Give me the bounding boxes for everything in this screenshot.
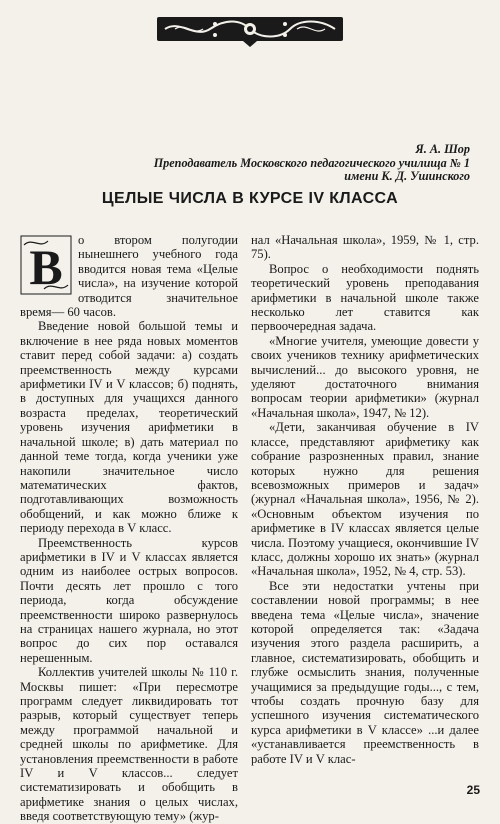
- dropcap-letter: В: [29, 239, 63, 295]
- right-column: [251, 233, 479, 766]
- paragraph: «Дети, заканчивая обучение в IV классе, представляют арифметику как собрание разрозненных правил, знание которых нужно для решения всевозможных примеров и задач» (журнал «Начальная школа», 1956, № 2). «Основным объектом изучения по арифметике в IV классах является целые числа. Поэтому учащиеся, окончившие IV класс, должны хорошо их знать» (журнал «Начальная школа», 1952, № 4, стр. 53).: [251, 420, 479, 579]
- author-affiliation: Преподаватель Московского педагогического училища № 1: [153, 155, 470, 170]
- paragraph-intro: [20, 233, 238, 319]
- paragraph: Коллектив учителей школы № 110 г. Москвы пишет: «При пересмотре программ следует ликвидировать тот разрыв, который существует теперь между программой начальной и средней школы по арифметике. Для установления преемственности в работе IV и V классов... следует систематизировать и обобщить в арифметике знания о целых числах, введя соответствующую тему» (жур-: [20, 665, 238, 824]
- paragraph: Вопрос о необходимости поднять теоретический уровень преподавания арифметики в начальной школе также несколько лет ставится как первоочередная задача.: [251, 261, 479, 334]
- article-title: ЦЕЛЫЕ ЧИСЛА В КУРСЕ IV КЛАССА: [101, 190, 399, 207]
- author-affiliation-institution: имени К. Д. Ушинского: [344, 169, 470, 183]
- page-number: 25: [466, 783, 480, 797]
- paragraph: Преемственность курсов арифметики в IV и V классах является одним из наиболее острых вопросов. Почти десять лет прошло с того периода, когда обсуждение преемственности широко развернулось на страницах нашего журнала, но этот вопрос до сих пор оставался нерешенным.: [20, 535, 238, 665]
- paragraph: Все эти недостатки учтены при составлении новой программы; в нее введена тема «Целые числа», значение которой определяется так: «Задача изучения этого раздела расширить, а главное, систематизировать, обобщить и глубже осмыслить знания, полученные учащимися за предыдущие годы..., с тем, чтобы создать прочную базу для успешного изучения систематического курса арифметики в V классе» ...и далее «устанавливается преемственность в работе IV и V клас-: [251, 578, 479, 766]
- paragraph: «Многие учителя, умеющие довести у своих учеников технику арифметических вычислений... до высокого уровня, не уделяют достаточного внимания вопросам теории арифметики» (журнал «Начальная школа», 1947, № 12).: [251, 333, 479, 420]
- paragraph: Введение новой большой темы и включение в нее ряда новых моментов ставит перед собой задачи: а) создать преемственность между курсами арифметики IV и V классов; б) поднять, в доступных для учащихся данного возраста пределах, теоретический уровень изучения арифметики в начальной школе; в) дать материал по данной теме тогда, когда ученики уже накопили значительное число математических фактов, подготавливающих возможность обобщений, и как можно ближе к периоду перехода в V класс.: [20, 319, 238, 536]
- paragraph-text: о втором полугодии нынешнего учебного года вводится новая тема «Целые числа», на изучение которой отводится значительное время— 60 часов.: [20, 233, 238, 320]
- dropcap-ornament: [20, 235, 72, 295]
- author-name: Я. А. Шор: [415, 142, 470, 156]
- left-column: [20, 233, 238, 824]
- paragraph-continued: нал «Начальная школа», 1959, № 1, стр. 75).: [251, 233, 479, 262]
- author-byline: [154, 143, 470, 184]
- ornamental-header: [155, 8, 345, 48]
